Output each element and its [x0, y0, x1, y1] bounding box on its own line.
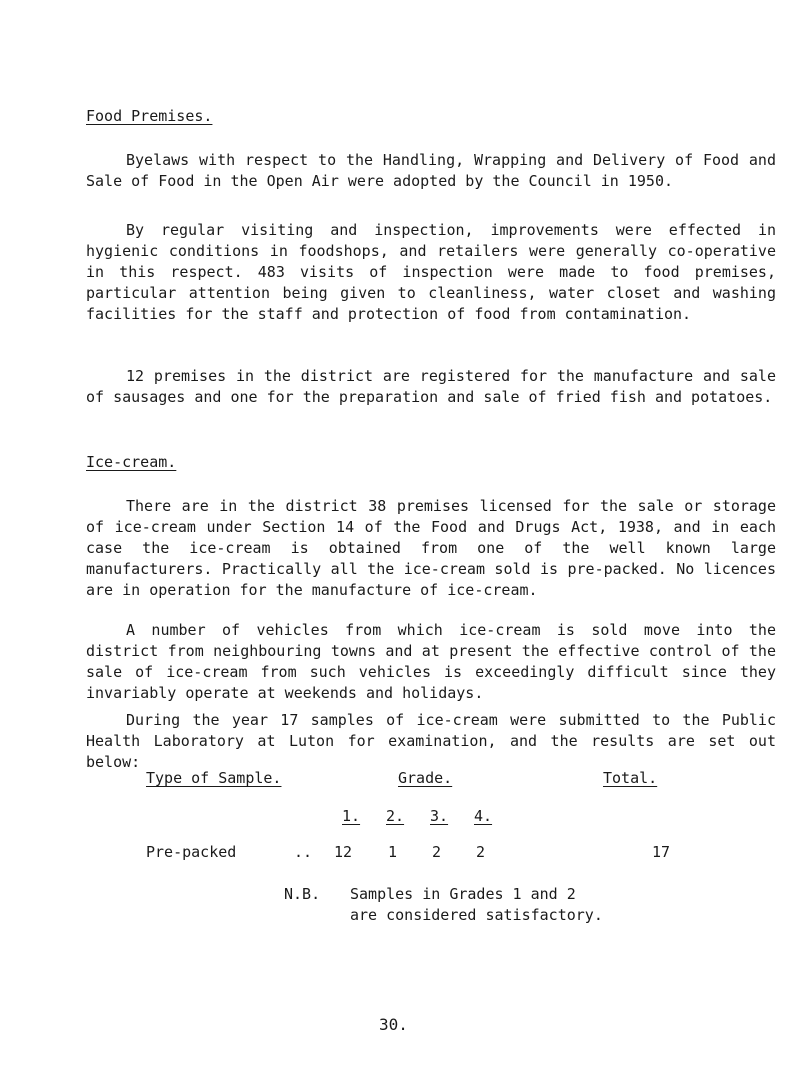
grade-value: 1: [388, 843, 398, 861]
grade-value: 2: [432, 843, 442, 861]
paragraph-samples: During the year 17 samples of ice-cream were submitted to the Public Health Laboratory at Luton for examination, and the results are set out below:: [86, 711, 776, 771]
row-leader: ..: [294, 843, 313, 861]
paragraph-vehicles: A number of vehicles from which ice-cream is sold move into the district from neighbouring towns and at present the effective control of the sale of ice-cream from such vehicles is exceedingly difficult since they invariably operate at weekends and holidays.: [86, 621, 776, 702]
header-total: Total.: [603, 769, 658, 787]
header-type-of-sample: Type of Sample.: [146, 769, 282, 787]
note-line: Samples in Grades 1 and 2: [350, 885, 576, 903]
paragraph-registered-premises: 12 premises in the district are registered for the manufacture and sale of sausages and one for the preparation and sale of fried fish and potatoes.: [86, 367, 776, 406]
note-line: are considered satisfactory.: [350, 906, 603, 924]
food-premises-heading: Food Premises.: [86, 107, 213, 125]
grade-label: 1.: [342, 807, 361, 825]
paragraph-licensed-premises: There are in the district 38 premises licensed for the sale or storage of ice-cream under Section 14 of the Food and Drugs Act, 1938, and in each case the ice-cream is obtained from one of the well known large manufacturers. Practically all the ice-cream sold is pre-packed. No licences are in operation for the manufacture of ice-cream.: [86, 497, 776, 599]
ice-cream-heading: Ice-cream.: [86, 453, 177, 471]
grade-value: 2: [476, 843, 486, 861]
paragraph-byelaws: Byelaws with respect to the Handling, Wrapping and Delivery of Food and Sale of Food in the Open Air were adopted by the Council in 1950.: [86, 151, 776, 190]
row-type-pre-packed: Pre-packed: [146, 843, 237, 861]
page-number: 30.: [379, 1015, 408, 1034]
row-total: 17: [652, 843, 671, 861]
paragraph-inspection: By regular visiting and inspection, improvements were effected in hygienic conditions in foodshops, and retailers were generally co-operative in this respect. 483 visits of inspection were made to food premises, particular attention being given to cleanliness, water closet and washing facilities for the staff and protection of food from contamination.: [86, 221, 776, 323]
grade-label: 3.: [430, 807, 449, 825]
grade-label: 4.: [474, 807, 493, 825]
note-prefix: N.B.: [284, 885, 321, 903]
grade-value: 12: [334, 843, 353, 861]
grade-label: 2.: [386, 807, 405, 825]
header-grade: Grade.: [398, 769, 453, 787]
